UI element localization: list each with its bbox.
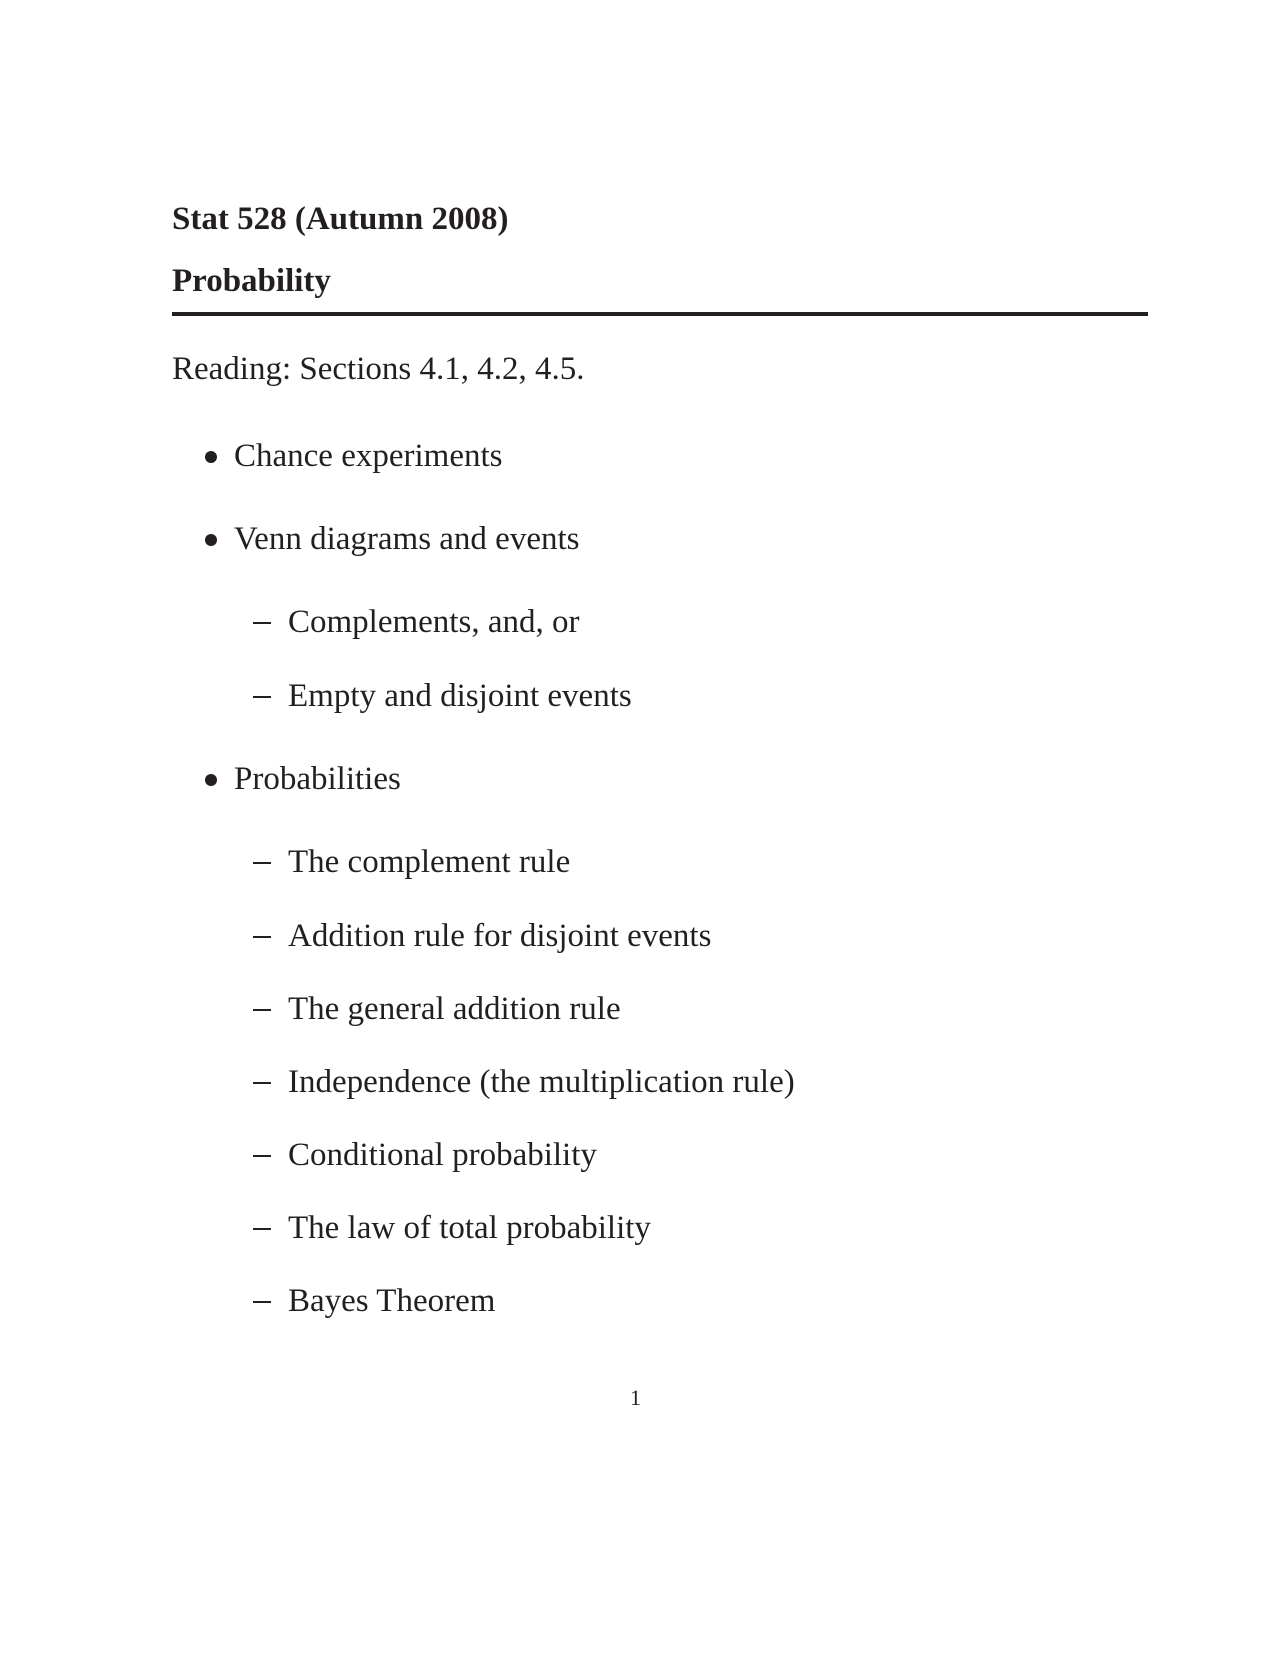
bullet-icon	[205, 534, 217, 546]
bullet-icon	[205, 451, 217, 463]
course-title: Stat 528 (Autumn 2008)	[172, 201, 509, 237]
dash-icon	[253, 1082, 271, 1084]
sub-list-item: Addition rule for disjoint events	[288, 918, 712, 954]
dash-icon	[253, 862, 271, 864]
dash-icon	[253, 936, 271, 938]
list-item: Venn diagrams and events	[234, 521, 580, 557]
sub-list-item: Complements, and, or	[288, 604, 580, 640]
dash-icon	[253, 1301, 271, 1303]
list-item: Chance experiments	[234, 438, 503, 474]
sub-list-item: The complement rule	[288, 844, 571, 880]
dash-icon	[253, 1009, 271, 1011]
dash-icon	[253, 1228, 271, 1230]
title-rule	[172, 312, 1148, 316]
sub-list-item: The general addition rule	[288, 991, 621, 1027]
bullet-icon	[205, 774, 217, 786]
sub-list-item: Conditional probability	[288, 1137, 597, 1173]
reading-text: Reading: Sections 4.1, 4.2, 4.5.	[172, 351, 585, 387]
sub-list-item: Bayes Theorem	[288, 1283, 496, 1319]
sub-list-item: Empty and disjoint events	[288, 678, 632, 714]
dash-icon	[253, 1155, 271, 1157]
page-number: 1	[630, 1385, 641, 1410]
sub-list-item: Independence (the multiplication rule)	[288, 1064, 795, 1100]
dash-icon	[253, 696, 271, 698]
dash-icon	[253, 622, 271, 624]
page-title: Probability	[172, 263, 331, 299]
sub-list-item: The law of total probability	[288, 1210, 651, 1246]
list-item: Probabilities	[234, 761, 401, 797]
